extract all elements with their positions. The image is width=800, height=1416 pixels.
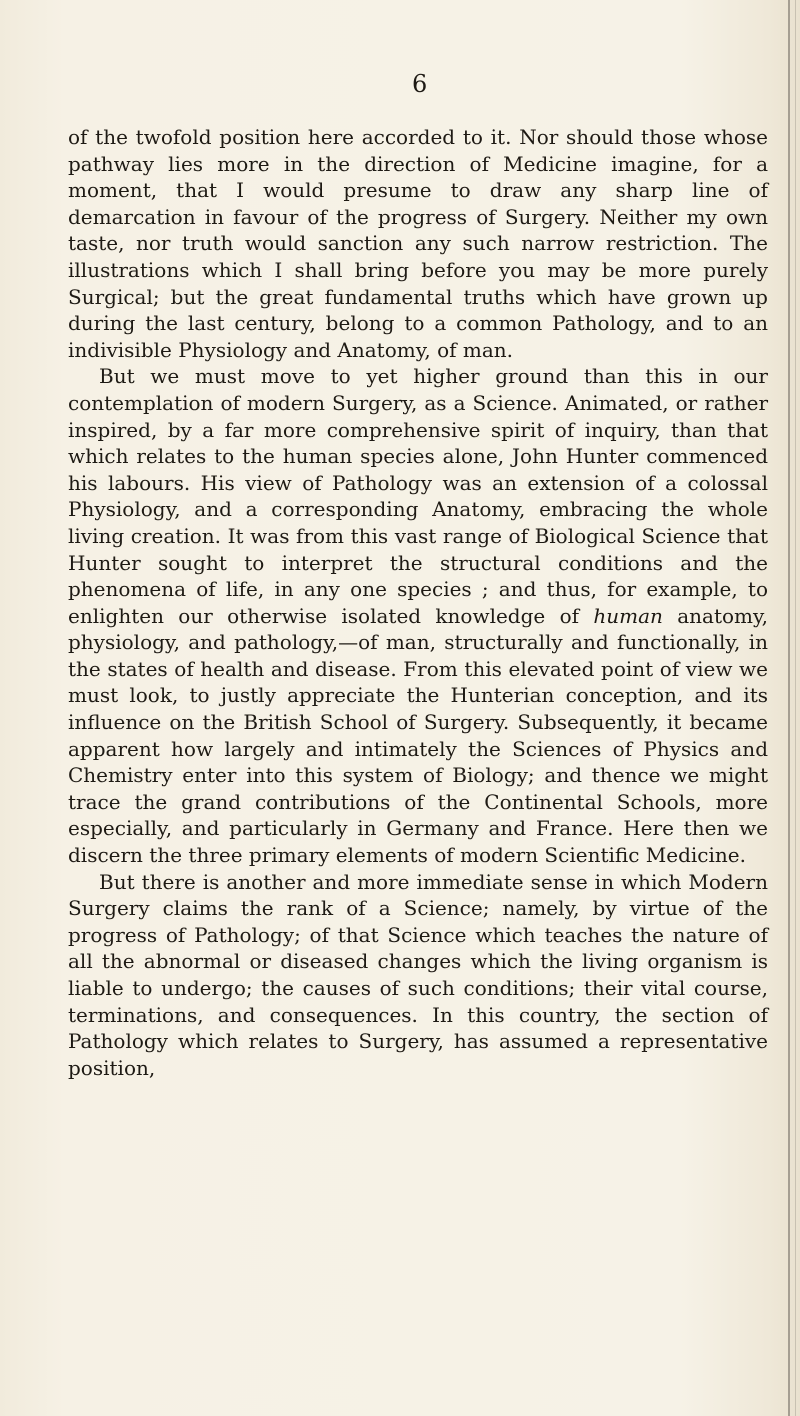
body-text bbox=[68, 124, 768, 1081]
page-edge-line bbox=[795, 0, 796, 1416]
paragraph-2 bbox=[68, 363, 768, 868]
paragraph-2-part-1: But we must move to yet higher ground than this in our contemplation of modern Surgery, as a Science. Animated, or rather inspired, by a far more comprehensive spirit of inquiry, than that which relates to the human species alone, John Hunter commenced his labours. His view of Pathology was an extension of a colossal Physiology, and a corresponding Anatomy, embracing the whole living creation. It was from this vast range of Biological Science that Hunter sought to interpret the structural conditions and the phenomena of life, in any one species ; and thus, for example, to enlighten our otherwise isolated knowledge of bbox=[68, 364, 768, 628]
page-number: 6 bbox=[412, 70, 428, 98]
paragraph-1: of the twofold position here accorded to it. Nor should those whose pathway lies more in the direction of Medicine imagine, for a moment, that I would presume to draw any sharp line of demarcation in favour of the progress of Surgery. Neither my own taste, nor truth would sanction any such narrow restriction. The illustrations which I shall bring before you may be more purely Surgical; but the great fundamental truths which have grown up during the last century, belong to a common Pathology, and to an indivisible Physiology and Anatomy, of man. bbox=[68, 125, 768, 362]
paragraph-2-part-2: anatomy, physiology, and pathology,—of man, structurally and functionally, in the states of health and disease. From this elevated point of view we must look, to justly appreciate the Hunterian conception, and its influence on the British School of Surgery. Subsequently, it became apparent how largely and intimately the Sciences of Physics and Chemistry enter into this system of Biology; and thence we might trace the grand contributions of the Continental Schools, more especially, and particularly in Germany and France. Here then we discern the three primary elements of modern Scientific Medicine. bbox=[68, 603, 768, 868]
emphasis-human: human bbox=[593, 603, 663, 628]
page-edge-shadow bbox=[788, 0, 790, 1416]
paragraph-3: But there is another and more immediate sense in which Modern Surgery claims the rank of a Science; namely, by virtue of the progress of Pathology; of that Science which teaches the nature of all the abnormal or diseased changes which the living organism is liable to undergo; the causes of such conditions; their vital course, terminations, and consequences. In this country, the section of Pathology which relates to Surgery, has assumed a representative position, bbox=[68, 869, 768, 1080]
